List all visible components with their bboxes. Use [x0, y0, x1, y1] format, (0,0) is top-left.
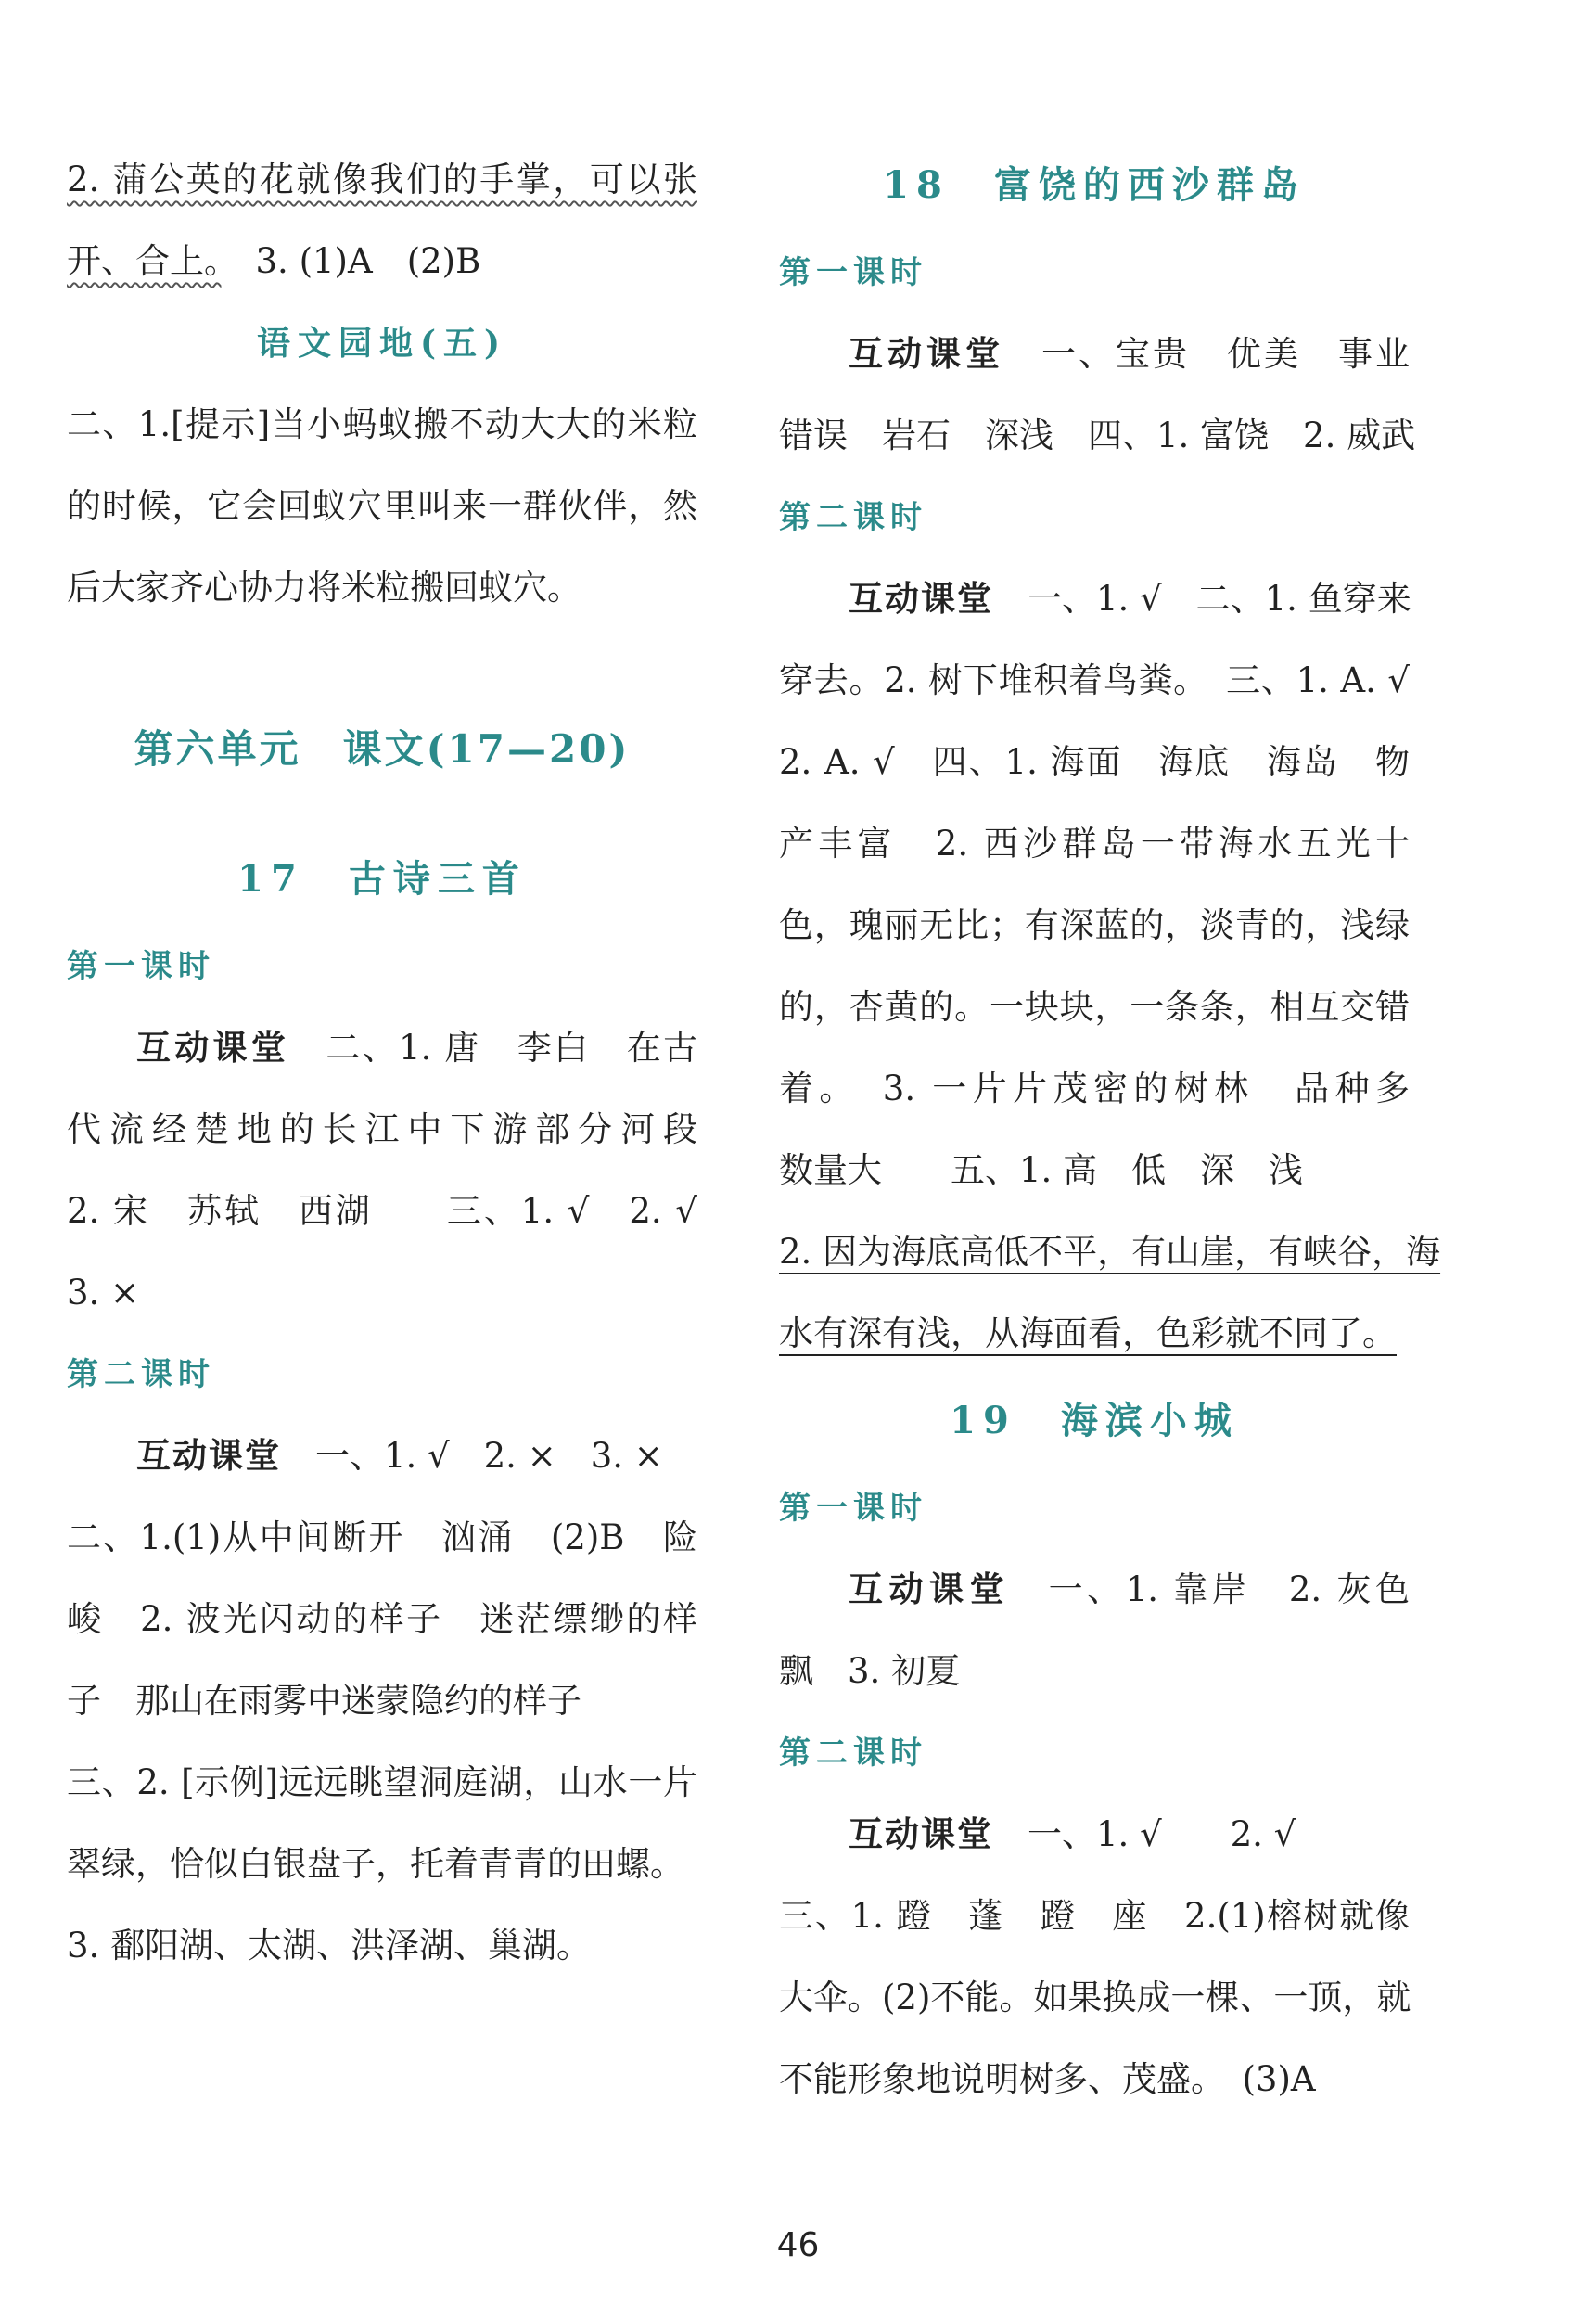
answer-line: 大伞。(2)不能。如果换成一棵、一顶，就	[779, 1978, 1411, 2017]
answer-line	[67, 1415, 697, 1497]
period-header: 第一课时	[779, 254, 927, 291]
answer-line: 代流经楚地的长江中下游部分河段	[67, 1109, 697, 1149]
unit-title: 第六单元 课文(17—20)	[134, 726, 631, 772]
section-keyword: 互动课堂	[849, 579, 993, 619]
section-keyword: 互动课堂	[136, 1436, 281, 1476]
answer-text: 一、1. √ 2. × 3. ×	[315, 1436, 663, 1476]
answer-line: 子 那山在雨雾中迷蒙隐约的样子	[67, 1681, 581, 1721]
answer-line: 二、1.(1)从中间断开 汹涌 (2)B 险	[67, 1518, 697, 1557]
period-header: 第二课时	[779, 499, 927, 536]
section-keyword: 互动课堂	[136, 1028, 290, 1068]
answer-line: 峻 2. 波光闪动的样子 迷茫缥缈的样	[67, 1599, 697, 1639]
lesson-title: 19 海滨小城	[950, 1399, 1239, 1442]
answer-line	[779, 558, 1410, 640]
answer-line: 翠绿，恰似白银盘子，托着青青的田螺。	[67, 1844, 684, 1884]
page-number: 46	[776, 2226, 820, 2264]
answer-text: 一、1. √ 2. √	[1028, 1814, 1296, 1854]
answer-line: 产丰富 2. 西沙群岛一带海水五光十	[779, 824, 1410, 864]
answer-line	[779, 1211, 1441, 1293]
answer-line: 着。 3. 一片片茂密的树林 品种多	[779, 1069, 1410, 1108]
answer-line: 色，瑰丽无比；有深蓝的，淡青的，浅绿	[779, 905, 1410, 945]
underlined-answer: 2. 因为海底高低不平，有山崖，有峡谷，海	[779, 1232, 1441, 1272]
section-keyword: 互动课堂	[849, 1569, 1011, 1609]
spacer	[67, 796, 697, 833]
answer-line: 2. 宋 苏轼 西湖 三、1. √ 2. √	[67, 1191, 697, 1231]
wavy-underlined-answer: 开、合上。	[67, 241, 222, 281]
period-header: 第一课时	[779, 1490, 927, 1527]
answer-line: 不能形象地说明树多、茂盛。 (3)A	[779, 2059, 1316, 2099]
answer-text: 一、1. 靠岸 2. 灰色	[1048, 1569, 1411, 1609]
spacer	[67, 629, 697, 703]
answer-line: 后大家齐心协力将米粒搬回蚁穴。	[67, 568, 581, 608]
answer-line	[779, 314, 1410, 395]
lesson-title: 17 古诗三首	[237, 857, 527, 901]
answer-line	[67, 221, 697, 302]
answer-line: 二、1.[提示]当小蚂蚁搬不动大大的米粒	[67, 404, 697, 444]
answer-line: 数量大 五、1. 高 低 深 浅	[779, 1150, 1304, 1190]
underlined-answer: 水有深有浅，从海面看，色彩就不同了。	[779, 1313, 1397, 1353]
answer-line: 飘 3. 初夏	[779, 1651, 961, 1691]
lesson-title: 18 富饶的西沙群岛	[883, 163, 1306, 207]
answer-line: 2. A. √ 四、1. 海面 海底 海岛 物	[779, 742, 1410, 782]
answer-line	[779, 1549, 1410, 1631]
answer-text: 一、1. √ 二、1. 鱼穿来	[1028, 579, 1411, 619]
period-header: 第一课时	[67, 948, 215, 985]
period-header: 第二课时	[779, 1735, 927, 1772]
answer-line: 错误 岩石 深浅 四、1. 富饶 2. 威武	[779, 416, 1416, 455]
period-header: 第二课时	[67, 1356, 215, 1393]
answer-text: 二、1. 唐 李白 在古	[326, 1028, 697, 1068]
answer-line: 三、1. 蹬 蓬 蹬 座 2.(1)榕树就像	[779, 1896, 1410, 1936]
answer-line: 的时候，它会回蚁穴里叫来一群伙伴，然	[67, 486, 697, 526]
section-keyword: 互动课堂	[849, 1814, 993, 1854]
answer-line: 三、2. [示例]远远眺望洞庭湖，山水一片	[67, 1762, 697, 1802]
answer-line: 3. ×	[67, 1273, 140, 1313]
answer-line	[67, 139, 697, 221]
right-column	[779, 139, 1441, 2120]
answer-line	[779, 1794, 1410, 1876]
answer-text: 3. (1)A (2)B	[255, 241, 481, 281]
left-column	[67, 139, 697, 1987]
answer-line: 的，杏黄的。一块块，一条条，相互交错	[779, 987, 1410, 1027]
answer-line: 穿去。2. 树下堆积着鸟粪。 三、1. A. √	[779, 660, 1410, 700]
section-title-yuwen-garden: 语文园地(五)	[256, 324, 508, 363]
answer-text: 一、宝贵 优美 事业	[1041, 334, 1410, 374]
wavy-underlined-answer: 2. 蒲公英的花就像我们的手掌，可以张	[67, 160, 697, 199]
answer-line: 3. 鄱阳湖、太湖、洪泽湖、巢湖。	[67, 1926, 592, 1966]
answer-line	[779, 1293, 1410, 1375]
section-keyword: 互动课堂	[849, 334, 1004, 374]
answer-line	[67, 1007, 697, 1089]
